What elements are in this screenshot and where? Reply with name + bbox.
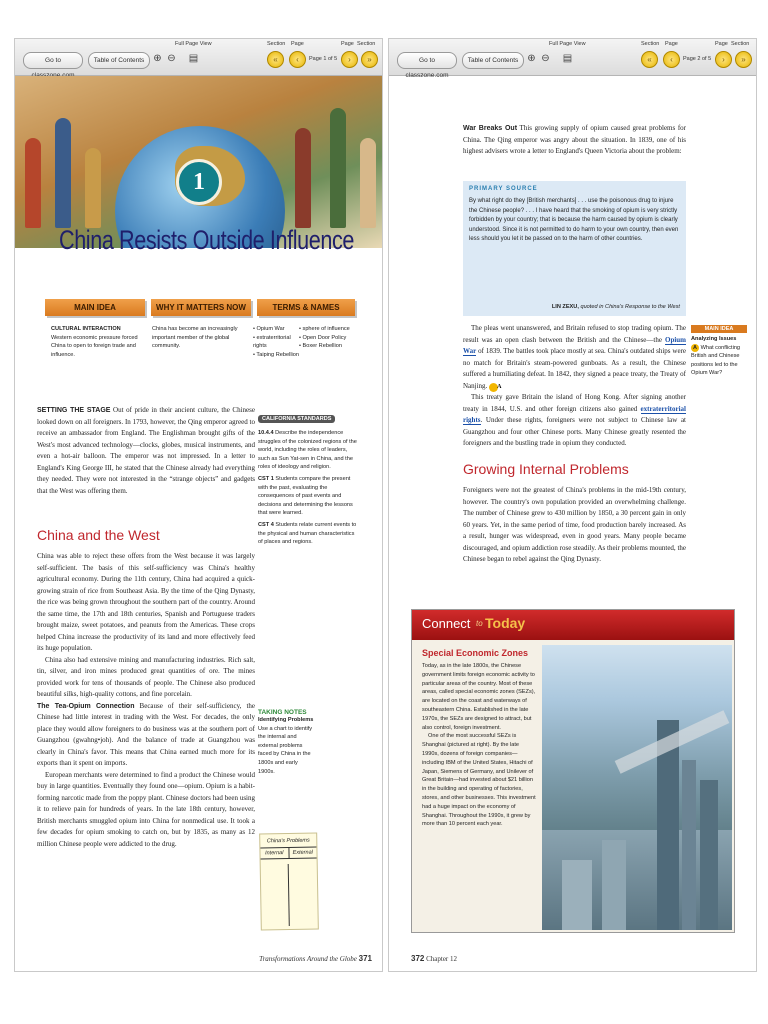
connect-label: Connect: [422, 616, 471, 631]
page-label-right: Page: [341, 41, 354, 47]
section-title: China Resists Outside Influence: [59, 225, 354, 255]
left-page: [14, 38, 383, 972]
problems-chart: [259, 833, 319, 931]
primary-source-box: [463, 181, 686, 316]
taking-notes-header: TAKING NOTES: [258, 709, 307, 716]
sez-paragraph: One of the most successful SEZs is Shanghai (pictured at right). By the late 1990s, dozens of foreign companies—including IBM of the United States, Hitachi of Japan, Siemens of Germany, and Unilever of Great Britain—had invested about $21 billion in the building and operating of factories, stores, and other businesses. This investment had a huge impact on the economy of Shanghai. Throughout the 1990s, it grew by more than 10 percent each year.: [422, 733, 536, 828]
paragraph: [463, 392, 686, 450]
paragraph: China also had extensive mining and manufacturing industries. Rich salt, tin, silver, and iron mines produced great quantities of ore. The mines provided work for tens of thousands of people. The Chinese also produced beautiful silks, high-quality cottons, and fine porcelain.: [37, 655, 255, 698]
connect-to-today-feature: [411, 609, 735, 933]
body-column-left: [37, 551, 255, 850]
connect-to-label: to: [476, 619, 483, 628]
key-term-extraterritorial-rights[interactable]: extraterritorial rights: [463, 404, 686, 424]
page-label-right: Page: [715, 41, 728, 47]
main-idea-marker-icon: A: [489, 383, 498, 392]
marker-a-icon: A: [691, 344, 699, 352]
classzone-button[interactable]: [397, 52, 457, 79]
taking-notes-text: Use a chart to identify the internal and external problems faced by China in the 1800s and early 1900s.: [258, 725, 313, 775]
standards-box: [258, 407, 358, 547]
primary-source-quote: By what right do they [British merchants] . . . use the poisonous drug to injure the Chinese people? . . . I have heard that the smoking of opium is very strictly forbidden by your country; that is because the harm caused by opium is clearly understood. Since it is not permitted to do harm to your own country, then even less should you let it be passed on to the harm of other countries.: [469, 198, 679, 242]
classzone-label: Go to classzone.com: [405, 57, 449, 79]
next-page-icon[interactable]: ›: [341, 51, 358, 68]
paragraph: [463, 123, 686, 158]
prev-page-icon[interactable]: ‹: [663, 51, 680, 68]
section-label: Section: [641, 41, 660, 47]
page-of-indicator: Page 1 of 5: [309, 56, 338, 62]
full-page-icon[interactable]: ▤: [188, 53, 199, 64]
connect-today-label: Today: [485, 615, 526, 631]
margin-main-idea: [691, 325, 747, 378]
heading-growing-internal-problems: Growing Internal Problems: [463, 461, 629, 477]
sez-body: [422, 662, 536, 829]
taking-notes-subhead: Identifying Problems: [258, 717, 314, 723]
margin-main-idea-header: MAIN IDEA: [691, 325, 747, 333]
page-footer-left: [259, 954, 372, 963]
heading-china-and-the-west: China and the West: [37, 527, 160, 543]
war-breaks-out: [463, 123, 686, 158]
setting-the-stage: [37, 405, 255, 497]
prev-section-icon[interactable]: «: [267, 51, 284, 68]
chart-header-row: [260, 848, 316, 860]
why-it-matters-text: China has become an increasingly important member of the global community.: [152, 326, 238, 350]
term-text: sphere of influence: [302, 326, 350, 332]
standard-code: CST 4: [258, 521, 274, 528]
key-term-opium-war[interactable]: Opium War: [463, 335, 687, 355]
shanghai-photo: [542, 645, 732, 930]
figure-illustration: [360, 138, 376, 228]
section-number-badge: 1: [176, 159, 222, 205]
classzone-button[interactable]: [23, 52, 83, 69]
figure-illustration: [25, 138, 41, 228]
footer-text: Chapter 12: [426, 955, 458, 963]
term-text: Boxer Rebellion: [302, 343, 343, 350]
full-page-icon[interactable]: ▤: [562, 53, 573, 64]
prev-section-icon[interactable]: «: [641, 51, 658, 68]
paragraph: China was able to reject these offers from the West because it was largely self-sufficient. The basis of this self-sufficiency was China's healthy agricultural economy. During the 11th century, China had acquired a quick-growing strain of rice from Southeast Asia. By the time of the Qing Dynasty, the rice was being grown throughout the southern part of the country. Around the same time, the 17th and 18th centuries, Spanish and Portuguese traders brought maize, sweet potatoes, and peanuts from the Americas. These crops helped China increase the productivity of its land and more effectively feed its huge population.: [37, 552, 255, 652]
zoom-in-icon[interactable]: ⊕: [527, 53, 536, 64]
standard-item: [258, 475, 358, 518]
standard-code: CST 1: [258, 475, 274, 482]
tower-shape: [700, 780, 718, 930]
terms-names-header: TERMS & NAMES: [257, 299, 355, 316]
margin-question: [691, 344, 747, 378]
term-text: Opium War: [256, 326, 285, 332]
term-item: • Open Door Policy: [299, 334, 347, 341]
tea-opium-lead: The Tea-Opium Connection: [37, 702, 135, 710]
figure-illustration: [330, 108, 346, 228]
standards-header: CALIFORNIA STANDARDS: [258, 415, 335, 423]
prev-page-icon[interactable]: ‹: [289, 51, 306, 68]
section-label-right: Section: [357, 41, 376, 47]
figure-illustration: [85, 148, 101, 228]
ps-source: quoted in China's Response to the West: [580, 304, 680, 310]
figure-illustration: [295, 128, 311, 228]
term-item: • extraterritorial rights: [253, 334, 291, 350]
figure-illustration: [55, 118, 71, 228]
primary-source-header: PRIMARY SOURCE: [469, 186, 538, 192]
setting-lead: SETTING THE STAGE: [37, 407, 111, 414]
zoom-in-icon[interactable]: ⊕: [153, 53, 162, 64]
chart-divider: [288, 864, 290, 926]
chart-title: China's Problems: [260, 834, 316, 849]
terms-list-1: [253, 325, 305, 359]
section-label: Section: [267, 41, 286, 47]
paragraph: European merchants were determined to find a product the Chinese would buy in large quantities. Eventually they found one—opium. Opium is a habit-forming narcotic made from the poppy plant. Chinese doctors had been using it to relieve pain for hundreds of years. In the late 18th century, however, British merchants smuggled opium into China for nonmedical use. It took a few decades for opium smoking to catch on, but by 1835, as many as 12 million Chinese people were addicted to the drug.: [37, 770, 255, 848]
margin-subhead: Analyzing Issues: [691, 336, 737, 342]
zoom-out-icon[interactable]: ⊖: [541, 53, 550, 64]
connect-to-today-header: [412, 610, 734, 640]
ps-author: LIN ZEXU,: [551, 304, 579, 310]
main-idea-text: Western economic pressure forced China to open to foreign trade and influence.: [51, 334, 138, 358]
toc-label: Table of Contents: [93, 57, 145, 64]
toc-label: Table of Contents: [467, 57, 519, 64]
war-lead: War Breaks Out: [463, 125, 518, 132]
paragraph: [463, 323, 686, 392]
standard-text: Students compare the present with the past, evaluating the consequences of past events and decisions and determining the lessons that were learned.: [258, 475, 353, 517]
page-footer-right: [411, 954, 457, 963]
standard-code: 10.4.4: [258, 430, 274, 436]
building-shape: [602, 840, 626, 930]
next-page-icon[interactable]: ›: [715, 51, 732, 68]
terms-list-2: [299, 325, 355, 351]
standard-text: Students relate current events to the physical and human characteristics of places and regions.: [258, 521, 357, 546]
zoom-out-icon[interactable]: ⊖: [167, 53, 176, 64]
term-item: • sphere of influence: [299, 326, 350, 332]
toc-button[interactable]: [462, 52, 524, 69]
chart-col-external: External: [292, 849, 313, 856]
section-label-right: Section: [731, 41, 750, 47]
paragraph-text: . Under these rights, foreigners were not subject to Chinese law at Guangzhou and four other Chinese ports. Many Chinese greatly resented the foreigners and the bustling trade in opium they conducted.: [463, 416, 686, 447]
paragraph-text: of 1839. The battles took place mostly at sea. China's outdated ships were no match for Britain's steam-powered gunboats. As a result, the Chinese suffered a humiliating defeat. In 1842, they signed a peace treaty, the Treaty of Nanjing.: [463, 347, 687, 390]
term-text: Taiping Rebellion: [256, 351, 300, 358]
term-text: Open Door Policy: [302, 334, 347, 341]
term-item: • Taiping Rebellion: [253, 351, 300, 358]
why-it-matters-header: WHY IT MATTERS NOW: [151, 299, 251, 316]
main-idea-header: MAIN IDEA: [45, 299, 145, 316]
margin-question-text: What conflicting British and Chinese positions led to the Opium War?: [691, 344, 741, 377]
primary-source-attribution: [552, 303, 680, 312]
next-section-icon[interactable]: »: [361, 51, 378, 68]
toolbar-left: [15, 39, 382, 76]
next-section-icon[interactable]: »: [735, 51, 752, 68]
paragraph: [37, 701, 255, 770]
term-item: • Opium War: [253, 326, 285, 332]
paragraph-text: Because of their self-sufficiency, the Chinese had little interest in trading with the West. For decades, the only place they would allow foreigners to do business was at the southern port of Guangzhou (gwahng•joh). And the balance of trade at Guangzhou was clearly in China's favor. This means that China earned much more for its exports than it spent on imports.: [37, 701, 255, 767]
page-number: 371: [358, 954, 372, 963]
sez-paragraph: Today, as in the late 1800s, the Chinese government limits foreign economic activity to particular areas of the country. Most of these areas, called special economic zones (SEZs), are located on the coast and waterways of southeastern China. Established in the late 1970s, the SEZs are designed to attract, but also control, foreign investment.: [422, 663, 536, 731]
full-page-label: Full Page View: [549, 41, 586, 47]
setting-paragraph: [37, 405, 255, 497]
tower-shape: [682, 760, 696, 930]
main-idea-box: [51, 325, 139, 359]
page-label: Page: [291, 41, 304, 47]
building-shape: [562, 860, 592, 930]
opium-war-text: [463, 323, 686, 450]
paragraph-text: This growing supply of opium caused great problems for China. The Qing emperor was angry about the situation. In 1839, one of his highest advisers wrote a letter to England's Queen Victoria about the problem:: [463, 124, 687, 155]
standard-text: Describe the independence struggles of the colonized regions of the world, including the roles of leaders, such as Sun Yat-sen in China, and the roles of ideology and religion.: [258, 430, 357, 471]
toolbar-right: [389, 39, 756, 79]
chart-col-internal: Internal: [260, 848, 289, 858]
paragraph-text: The pleas went unanswered, and Britain refused to stop trading opium. The result was an open clash between the British and the Chinese—the: [463, 324, 686, 344]
main-idea-label: CULTURAL INTERACTION: [51, 326, 121, 332]
full-page-label: Full Page View: [175, 41, 212, 47]
term-item: • Boxer Rebellion: [299, 343, 343, 350]
setting-text: Out of pride in their ancient culture, the Chinese looked down on all foreigners. In 1793, however, the Qing emperor agreed to receive an ambassador from England. The Englishman brought gifts of the West's most advanced technology—clocks, globes, musical instruments, and even a hot-air balloon. The emperor was not impressed. In a letter to England's King George III, he stated that the Chinese already had everything they needed. They were not interested in the “strange objects” and gadgets that the West was offering them.: [37, 406, 255, 495]
page-label: Page: [665, 41, 678, 47]
growing-problems-text: [463, 485, 686, 566]
toc-button[interactable]: [88, 52, 150, 69]
classzone-label: Go to: [45, 57, 61, 64]
paragraph-text: This treaty gave Britain the island of Hong Kong. After signing another treaty in 1844, U.S. and other foreign citizens also gained: [463, 393, 686, 413]
standard-item: [258, 521, 358, 547]
taking-notes-box: [258, 709, 356, 776]
page-of-indicator: Page 2 of 5: [683, 56, 712, 62]
sez-heading: Special Economic Zones: [422, 648, 529, 658]
footer-text: Transformations Around the Globe: [259, 955, 357, 963]
standard-item: [258, 429, 358, 472]
right-page: [388, 38, 757, 972]
page-number: 372: [411, 954, 425, 963]
term-text: extraterritorial rights: [253, 334, 291, 350]
paragraph: Foreigners were not the greatest of China's problems in the mid-19th century, however. The country's own population provided an overwhelming challenge. The number of Chinese grew to 430 million by 1850, a 30 percent gain in only 60 years. Yet, in the same period of time, food production barely increased. As a result, hunger was widespread, even in good years. Many people became discouraged, and opium addiction rose steadily. As their problems mounted, the Chinese began to rebel against the Qing Dynasty.: [463, 486, 686, 563]
